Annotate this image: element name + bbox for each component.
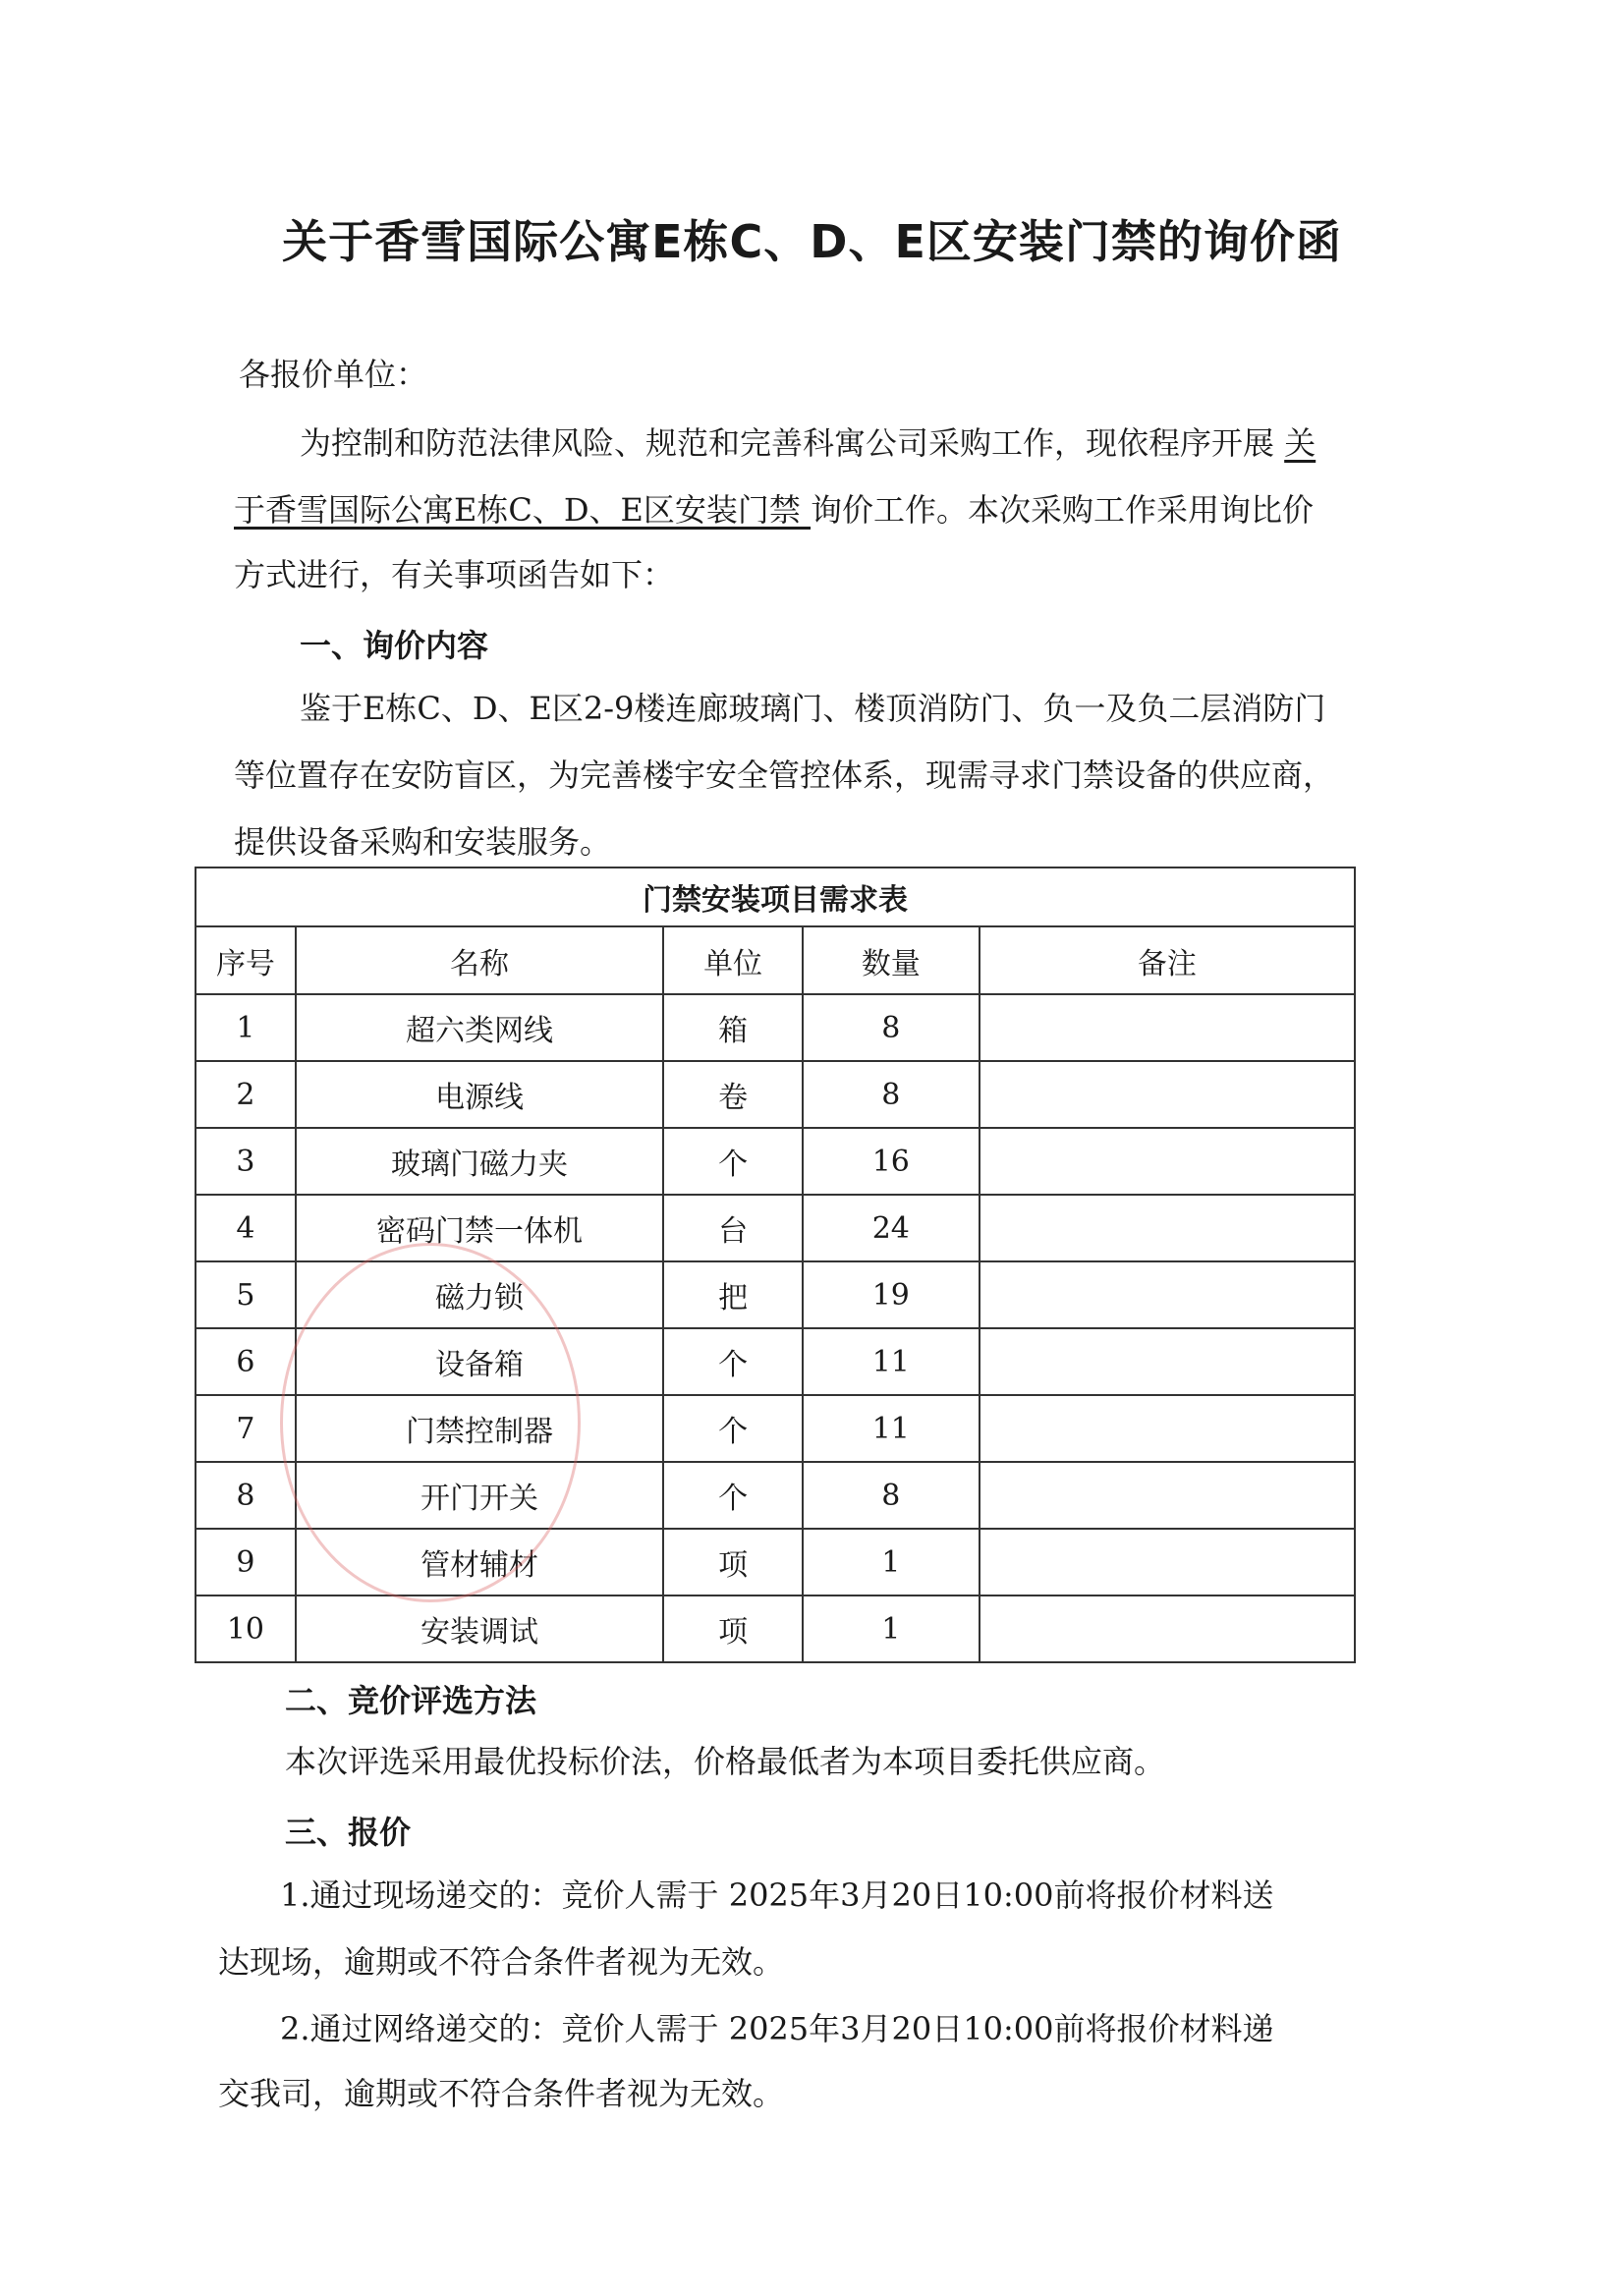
cell-name: 门禁控制器 — [296, 1395, 663, 1462]
cell-name: 超六类网线 — [296, 994, 663, 1061]
section-3-item-2-line-1: 2.通过网络递交的：竞价人需于 2025年3月20日10:00前将报价材料递 — [280, 2010, 1274, 2047]
cell-name: 密码门禁一体机 — [296, 1195, 663, 1261]
cell-unit: 把 — [663, 1261, 803, 1328]
cell-name: 管材辅材 — [296, 1529, 663, 1595]
cell-index: 5 — [196, 1261, 296, 1328]
table-row — [196, 1061, 1355, 1128]
cell-unit: 项 — [663, 1595, 803, 1662]
intro-project-name-part-1: 关 — [1284, 424, 1316, 462]
document-title: 关于香雪国际公寓E栋C、D、E区安装门禁的询价函 — [282, 215, 1342, 268]
cell-quantity: 8 — [803, 994, 980, 1061]
cell-remarks — [980, 1595, 1355, 1662]
cell-remarks — [980, 1395, 1355, 1462]
cell-index: 2 — [196, 1061, 296, 1128]
table-row — [196, 1595, 1355, 1662]
cell-remarks — [980, 1128, 1355, 1195]
col-header-quantity: 数量 — [803, 926, 980, 994]
intro-project-name-part-2: 于香雪国际公寓E栋C、D、E区安装门禁 — [234, 491, 812, 529]
intro-line-2 — [234, 477, 1314, 542]
section-3-item-1-line-1: 1.通过现场递交的：竞价人需于 2025年3月20日10:00前将报价材料送 — [280, 1876, 1274, 1914]
section-3-item-1-line-2: 达现场，逾期或不符合条件者视为无效。 — [218, 1943, 785, 1981]
table-row — [196, 1328, 1355, 1395]
cell-index: 6 — [196, 1328, 296, 1395]
cell-index: 8 — [196, 1462, 296, 1529]
section-1-line-3: 提供设备采购和安装服务。 — [234, 823, 612, 861]
cell-quantity: 19 — [803, 1261, 980, 1328]
cell-index: 9 — [196, 1529, 296, 1595]
section-1-line-2: 等位置存在安防盲区，为完善楼宇安全管控体系，现需寻求门禁设备的供应商， — [234, 756, 1335, 794]
section-3-item-2-line-2: 交我司，逾期或不符合条件者视为无效。 — [218, 2075, 785, 2112]
cell-unit: 台 — [663, 1195, 803, 1261]
cell-quantity: 11 — [803, 1328, 980, 1395]
intro-line-1 — [300, 411, 1316, 476]
col-header-index: 序号 — [196, 926, 296, 994]
cell-name: 电源线 — [296, 1061, 663, 1128]
cell-quantity: 24 — [803, 1195, 980, 1261]
table-caption: 门禁安装项目需求表 — [196, 868, 1355, 926]
cell-name: 玻璃门磁力夹 — [296, 1128, 663, 1195]
cell-remarks — [980, 1462, 1355, 1529]
cell-unit: 个 — [663, 1328, 803, 1395]
cell-unit: 卷 — [663, 1061, 803, 1128]
cell-quantity: 8 — [803, 1462, 980, 1529]
section-1-heading: 一、询价内容 — [300, 627, 489, 664]
cell-unit: 个 — [663, 1395, 803, 1462]
col-header-name: 名称 — [296, 926, 663, 994]
cell-unit: 项 — [663, 1529, 803, 1595]
intro-line-1-text: 为控制和防范法律风险、规范和完善科寓公司采购工作，现依程序开展 — [300, 424, 1285, 462]
cell-name: 磁力锁 — [296, 1261, 663, 1328]
cell-quantity: 1 — [803, 1529, 980, 1595]
section-1-line-1: 鉴于E栋C、D、E区2-9楼连廊玻璃门、楼顶消防门、负一及负二层消防门 — [300, 690, 1326, 727]
table-row — [196, 1395, 1355, 1462]
col-header-unit: 单位 — [663, 926, 803, 994]
cell-name: 安装调试 — [296, 1595, 663, 1662]
table-row — [196, 1195, 1355, 1261]
table-row — [196, 994, 1355, 1061]
salutation: 各报价单位： — [239, 356, 428, 393]
cell-remarks — [980, 1061, 1355, 1128]
cell-remarks — [980, 1529, 1355, 1595]
section-3-heading: 三、报价 — [285, 1814, 412, 1851]
cell-index: 7 — [196, 1395, 296, 1462]
cell-quantity: 1 — [803, 1595, 980, 1662]
section-2-text: 本次评选采用最优投标价法，价格最低者为本项目委托供应商。 — [285, 1743, 1166, 1780]
cell-name: 开门开关 — [296, 1462, 663, 1529]
cell-quantity: 11 — [803, 1395, 980, 1462]
cell-index: 4 — [196, 1195, 296, 1261]
cell-remarks — [980, 994, 1355, 1061]
table-row — [196, 1462, 1355, 1529]
cell-quantity: 8 — [803, 1061, 980, 1128]
cell-index: 1 — [196, 994, 296, 1061]
intro-line-2-text: 询价工作。本次采购工作采用询比价 — [811, 491, 1315, 529]
cell-remarks — [980, 1328, 1355, 1395]
table-row — [196, 1261, 1355, 1328]
cell-unit: 个 — [663, 1462, 803, 1529]
cell-unit: 个 — [663, 1128, 803, 1195]
requirements-table — [195, 867, 1356, 1663]
intro-line-3: 方式进行，有关事项函告如下： — [234, 556, 675, 593]
cell-unit: 箱 — [663, 994, 803, 1061]
col-header-remarks: 备注 — [980, 926, 1355, 994]
table-row — [196, 1128, 1355, 1195]
cell-remarks — [980, 1195, 1355, 1261]
cell-index: 3 — [196, 1128, 296, 1195]
cell-quantity: 16 — [803, 1128, 980, 1195]
cell-index: 10 — [196, 1595, 296, 1662]
table-row — [196, 1529, 1355, 1595]
cell-remarks — [980, 1261, 1355, 1328]
cell-name: 设备箱 — [296, 1328, 663, 1395]
section-2-heading: 二、竞价评选方法 — [285, 1682, 537, 1719]
